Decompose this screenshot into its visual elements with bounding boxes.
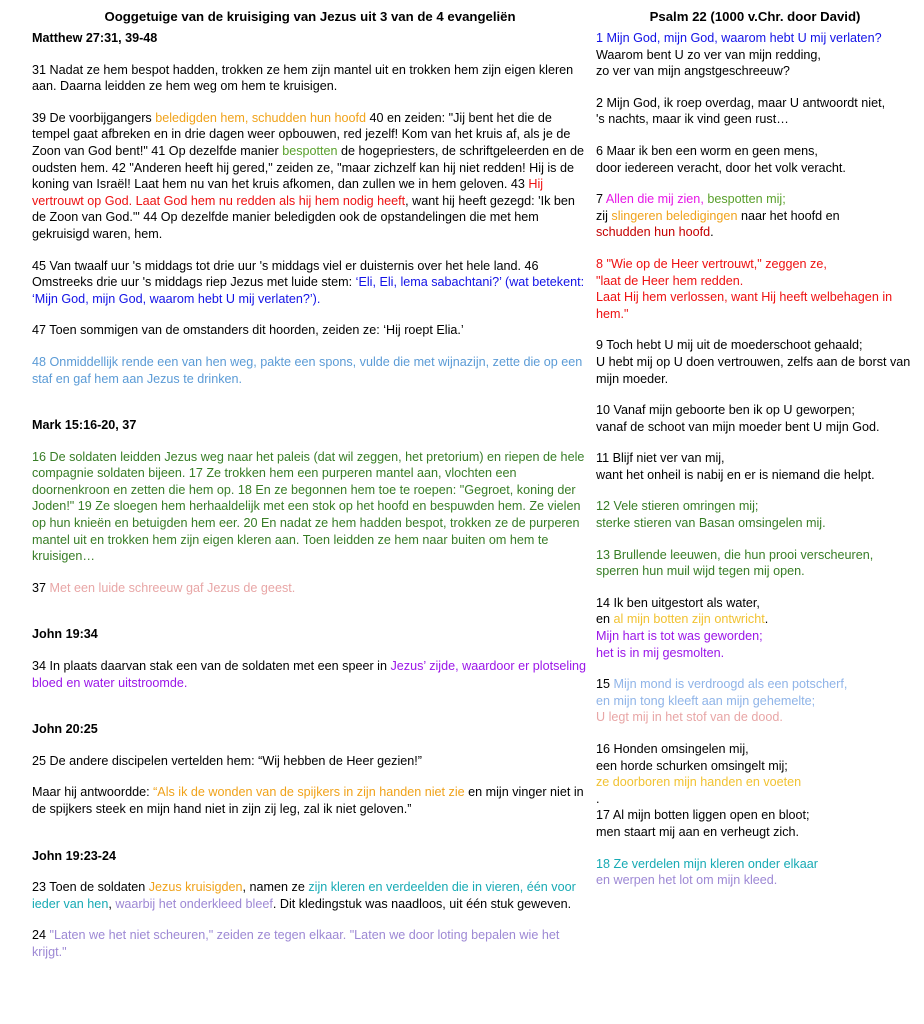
text-run: , want hij heeft gezegd: 'Ik ben de Zoon van God.'"	[32, 193, 575, 225]
psalm-verse	[596, 337, 914, 387]
text-run: bespotten	[282, 143, 338, 158]
text-run: sperren hun muil wijd tegen mij open.	[596, 564, 805, 579]
text-run: een horde schurken omsingelt mij;	[596, 758, 788, 773]
text-run: 23	[32, 880, 47, 895]
text-run: men staart mij aan en verheugt zich.	[596, 824, 800, 839]
text-run: en werpen het lot om mijn kleed.	[596, 873, 778, 888]
text-run: Mijn mond is verdroogd als een potscherf,	[610, 677, 848, 692]
psalm-verse	[596, 402, 914, 435]
text-run: .	[710, 225, 714, 240]
text-run: Jezus kruisigden	[148, 880, 243, 895]
text-run: Mijn God, ik roep overdag, maar U antwoordt niet,	[603, 95, 886, 110]
psalm-verse	[596, 256, 914, 322]
verse-paragraph	[32, 784, 588, 817]
text-run: Toch hebt U mij uit de moederschoot gehaald;	[603, 338, 863, 353]
scripture-reference: John 19:34	[32, 627, 98, 642]
text-run: bespotten mij;	[707, 192, 786, 207]
text-run: 43	[510, 177, 525, 192]
text-run: het is in mij gesmolten.	[596, 645, 725, 660]
text-run: 16 De soldaten leidden Jezus weg naar het paleis (dat wil zeggen, het pretorium) en riepen de hele compagnie soldaten bijeen. 17 Ze trokken hem een purperen mantel aan, vlochten een doornenkroon en zetten die hem op. 18 En ze begonnen hem toe te roepen: "Gegroet, koning der Joden!" 19 Ze sloegen hem herhaaldelijk met een stok op het hoofd en bespuwden hem. Ze vielen op hun knieën en betuigden hem eer. 20 En nadat ze hem hadden bespot, trokken ze de purperen mantel uit en trokken hem zijn eigen kleren aan. Toen leidden ze hem naar buiten om hem te kruisigen…	[32, 449, 585, 564]
psalm-column-title: Psalm 22 (1000 v.Chr. door David)	[649, 9, 861, 24]
text-run: "Anderen heeft hij gered," zeiden ze, "maar zichzelf kan hij niet redden! Hij is de koning van Israël! Laat hem nu van het kruis afkomen, dan zullen we in hem geloven.	[32, 160, 574, 192]
text-run: slingeren beledigingen	[611, 208, 738, 223]
text-run: 39	[32, 110, 47, 125]
text-run: 34	[32, 659, 47, 674]
psalm-verses	[596, 30, 914, 889]
text-run: Onmiddellijk rende een van hen weg, pakte een spons, vulde die met wijnazijn, zette die op een staf en gaf hem aan Jezus te drinken.	[32, 354, 583, 386]
text-run: Al mijn botten liggen open en bloot;	[610, 808, 810, 823]
text-run: Toen sommigen van de omstanders dit hoorden, zeiden ze: ‘Hij roept Elia.’	[46, 323, 464, 338]
text-run: Laat Hij hem verlossen, want Hij heeft welbehagen in hem."	[596, 290, 893, 321]
text-run: U legt mij in het stof van de dood.	[596, 710, 783, 725]
text-run: 2	[596, 95, 604, 110]
text-run: zo ver van mijn angstgeschreeuw?	[596, 64, 790, 79]
psalm-verse	[596, 741, 914, 841]
text-run: en mijn tong kleeft aan mijn gehemelte;	[596, 693, 816, 708]
psalm-verse	[596, 676, 914, 726]
text-run: Honden omsingelen mij,	[610, 742, 749, 756]
text-run: .	[764, 612, 769, 627]
verse-paragraph	[32, 354, 588, 387]
text-run: sterke stieren van Basan omsingelen mij.	[596, 516, 826, 531]
text-run: 16	[596, 742, 611, 756]
text-run: 13 Brullende leeuwen, die hun prooi verscheuren,	[596, 547, 874, 562]
text-run: Op dezelfde manier beledigden ook de opstandelingen die met hem gekruisigd waren, hem.	[32, 210, 539, 241]
scripture-reference: Matthew 27:31, 39-48	[32, 31, 158, 45]
text-run: 11	[596, 451, 610, 466]
psalm-verse	[596, 547, 914, 580]
text-run: want het onheil is nabij en er is niemand die helpt.	[596, 467, 875, 482]
text-run: 17	[596, 808, 611, 823]
text-run: 24	[32, 928, 47, 943]
text-run: 44	[143, 210, 158, 225]
text-run: 8 "Wie op de Heer vertrouwt," zeggen ze,	[596, 256, 827, 271]
text-run: 's nachts, maar ik vind geen rust…	[596, 112, 789, 127]
text-run: .	[596, 791, 600, 806]
text-run: Maar hij antwoordde:	[32, 785, 154, 800]
verse-paragraph	[32, 658, 588, 691]
text-run: 48	[32, 354, 47, 369]
text-run: 10	[596, 403, 611, 418]
text-run: en mijn vinger niet in de spijkers steek en mijn hand niet in zijn zij leg, zal ik niet geloven.”	[32, 785, 584, 816]
text-run: schudden hun hoofd	[596, 225, 711, 240]
psalm-verse	[596, 95, 914, 128]
scripture-reference: John 19:23-24	[32, 848, 116, 863]
text-run: 31	[32, 62, 47, 77]
text-run: 42	[111, 160, 126, 175]
text-run: 7	[596, 192, 604, 207]
text-run: "laat de Heer hem redden.	[596, 273, 744, 288]
text-run: 1 Mijn God, mijn God, waarom hebt U mij verlaten?	[596, 31, 882, 45]
verse-paragraph	[32, 927, 588, 960]
text-run: 25	[32, 753, 47, 768]
psalm-verse	[596, 450, 914, 483]
psalm-verse	[596, 595, 914, 661]
scripture-reference: Mark 15:16-20, 37	[32, 418, 137, 433]
psalm-verse	[596, 856, 914, 889]
text-run: ,	[108, 896, 116, 911]
text-run: door iedereen veracht, door het volk veracht.	[596, 160, 846, 175]
verse-paragraph	[32, 258, 588, 308]
gospel-sections	[32, 30, 588, 961]
text-run: 9	[596, 338, 604, 353]
text-run: Jezus’ zijde, waardoor er plotseling bloed en water uitstroomde.	[32, 659, 587, 690]
text-run: 6	[596, 143, 604, 158]
text-run: U hebt mij op U doen vertrouwen, zelfs aan de borst van mijn moeder.	[596, 354, 911, 386]
text-run: 15	[596, 677, 611, 692]
text-run: Toen de soldaten	[46, 880, 149, 895]
text-run: zijn kleren en verdeelden die in vieren, één voor ieder van hen	[32, 880, 576, 911]
text-run: en	[596, 612, 614, 627]
text-run: naar het hoofd en	[737, 208, 840, 223]
text-run: al mijn botten zijn ontwricht	[613, 612, 765, 627]
text-run: 41	[151, 143, 166, 158]
text-run: ze doorboren mijn handen en voeten	[596, 775, 802, 790]
text-run: 37	[32, 580, 47, 595]
text-run: Met een luide schreeuw gaf Jezus de geest.	[46, 580, 296, 595]
text-run: 18 Ze verdelen mijn kleren onder elkaar	[596, 856, 818, 871]
text-run: In plaats daarvan stak een van de soldaten met een speer in	[46, 659, 391, 674]
text-run: Op dezelfde manier	[165, 143, 283, 158]
text-run: beledigden hem, schudden hun hoofd	[155, 110, 367, 125]
psalm-verse	[596, 498, 914, 531]
text-run: de hogepriesters, de schriftgeleerden en de oudsten hem.	[32, 143, 584, 175]
text-run: Nadat ze hem bespot hadden, trokken ze hem zijn mantel uit en trokken hem zijn eigen kleren aan. Daarna leidden ze hem weg om hem te kruisigen.	[32, 62, 574, 94]
gospel-column	[32, 8, 588, 976]
psalm-column	[596, 8, 914, 904]
text-run: “Als ik de wonden van de spijkers in zijn handen niet zie	[153, 785, 465, 800]
psalm-verse	[596, 143, 914, 176]
verse-paragraph	[32, 580, 588, 597]
verse-paragraph	[32, 753, 588, 770]
scripture-reference: John 20:25	[32, 722, 98, 737]
text-run: De voorbijgangers	[46, 110, 156, 125]
text-run: 12 Vele stieren omringen mij;	[596, 499, 759, 514]
text-run: Hij vertrouwt op God. Laat God hem nu redden als hij hem nodig heeft	[32, 177, 544, 208]
verse-paragraph	[32, 879, 588, 912]
text-run: vanaf de schoot van mijn moeder bent U mijn God.	[596, 419, 880, 434]
verse-paragraph	[32, 322, 588, 339]
text-run: en zeiden: "Jij bent het die de tempel gaat afbreken en in drie dagen weer opbouwen, red jezelf! Kom van het kruis af, als je de Zoon van God bent!"	[32, 110, 571, 158]
text-run: Allen die mij zien,	[603, 192, 708, 207]
text-run: Van twaalf uur 's middags tot drie uur 's middags viel er duisternis over het hele land.	[46, 258, 525, 273]
text-run: Ik ben uitgestort als water,	[610, 595, 760, 610]
text-run: ‘Eli, Eli, lema sabachtani?’ (wat betekent: ‘Mijn God, mijn God, waarom hebt U mij verlaten?’).	[32, 275, 585, 306]
text-run: De andere discipelen vertelden hem: “Wij hebben de Heer gezien!”	[46, 753, 422, 768]
text-run: Blijf niet ver van mij,	[609, 451, 725, 466]
verse-paragraph	[32, 449, 588, 565]
gospel-column-title: Ooggetuige van de kruisiging van Jezus uit 3 van de 4 evangeliën	[104, 9, 516, 24]
text-run: Maar ik ben een worm en geen mens,	[603, 143, 818, 158]
text-run: Omstreeks drie uur 's middags riep Jezus met luide stem:	[32, 275, 356, 290]
verse-paragraph	[32, 62, 588, 95]
text-run: "Laten we het niet scheuren," zeiden ze tegen elkaar. "Laten we door loting bepalen wie het krijgt."	[32, 928, 560, 959]
text-run: 14	[596, 595, 611, 610]
text-run: Mijn hart is tot was geworden;	[596, 629, 763, 644]
text-run: Vanaf mijn geboorte ben ik op U geworpen;	[610, 403, 855, 418]
text-run: zij	[596, 208, 612, 223]
psalm-verse	[596, 191, 914, 241]
text-run: 40	[369, 110, 384, 125]
text-run: waarbij het onderkleed bleef	[115, 896, 273, 911]
psalm-verse	[596, 30, 914, 80]
text-run: 47	[32, 323, 47, 338]
text-run: Waarom bent U zo ver van mijn redding,	[596, 47, 821, 62]
text-run: , namen ze	[242, 880, 309, 895]
text-run: 46	[524, 258, 539, 273]
text-run: 45	[32, 258, 47, 273]
text-run: . Dit kledingstuk was naadloos, uit één stuk geweven.	[272, 896, 572, 911]
verse-paragraph	[32, 110, 588, 243]
